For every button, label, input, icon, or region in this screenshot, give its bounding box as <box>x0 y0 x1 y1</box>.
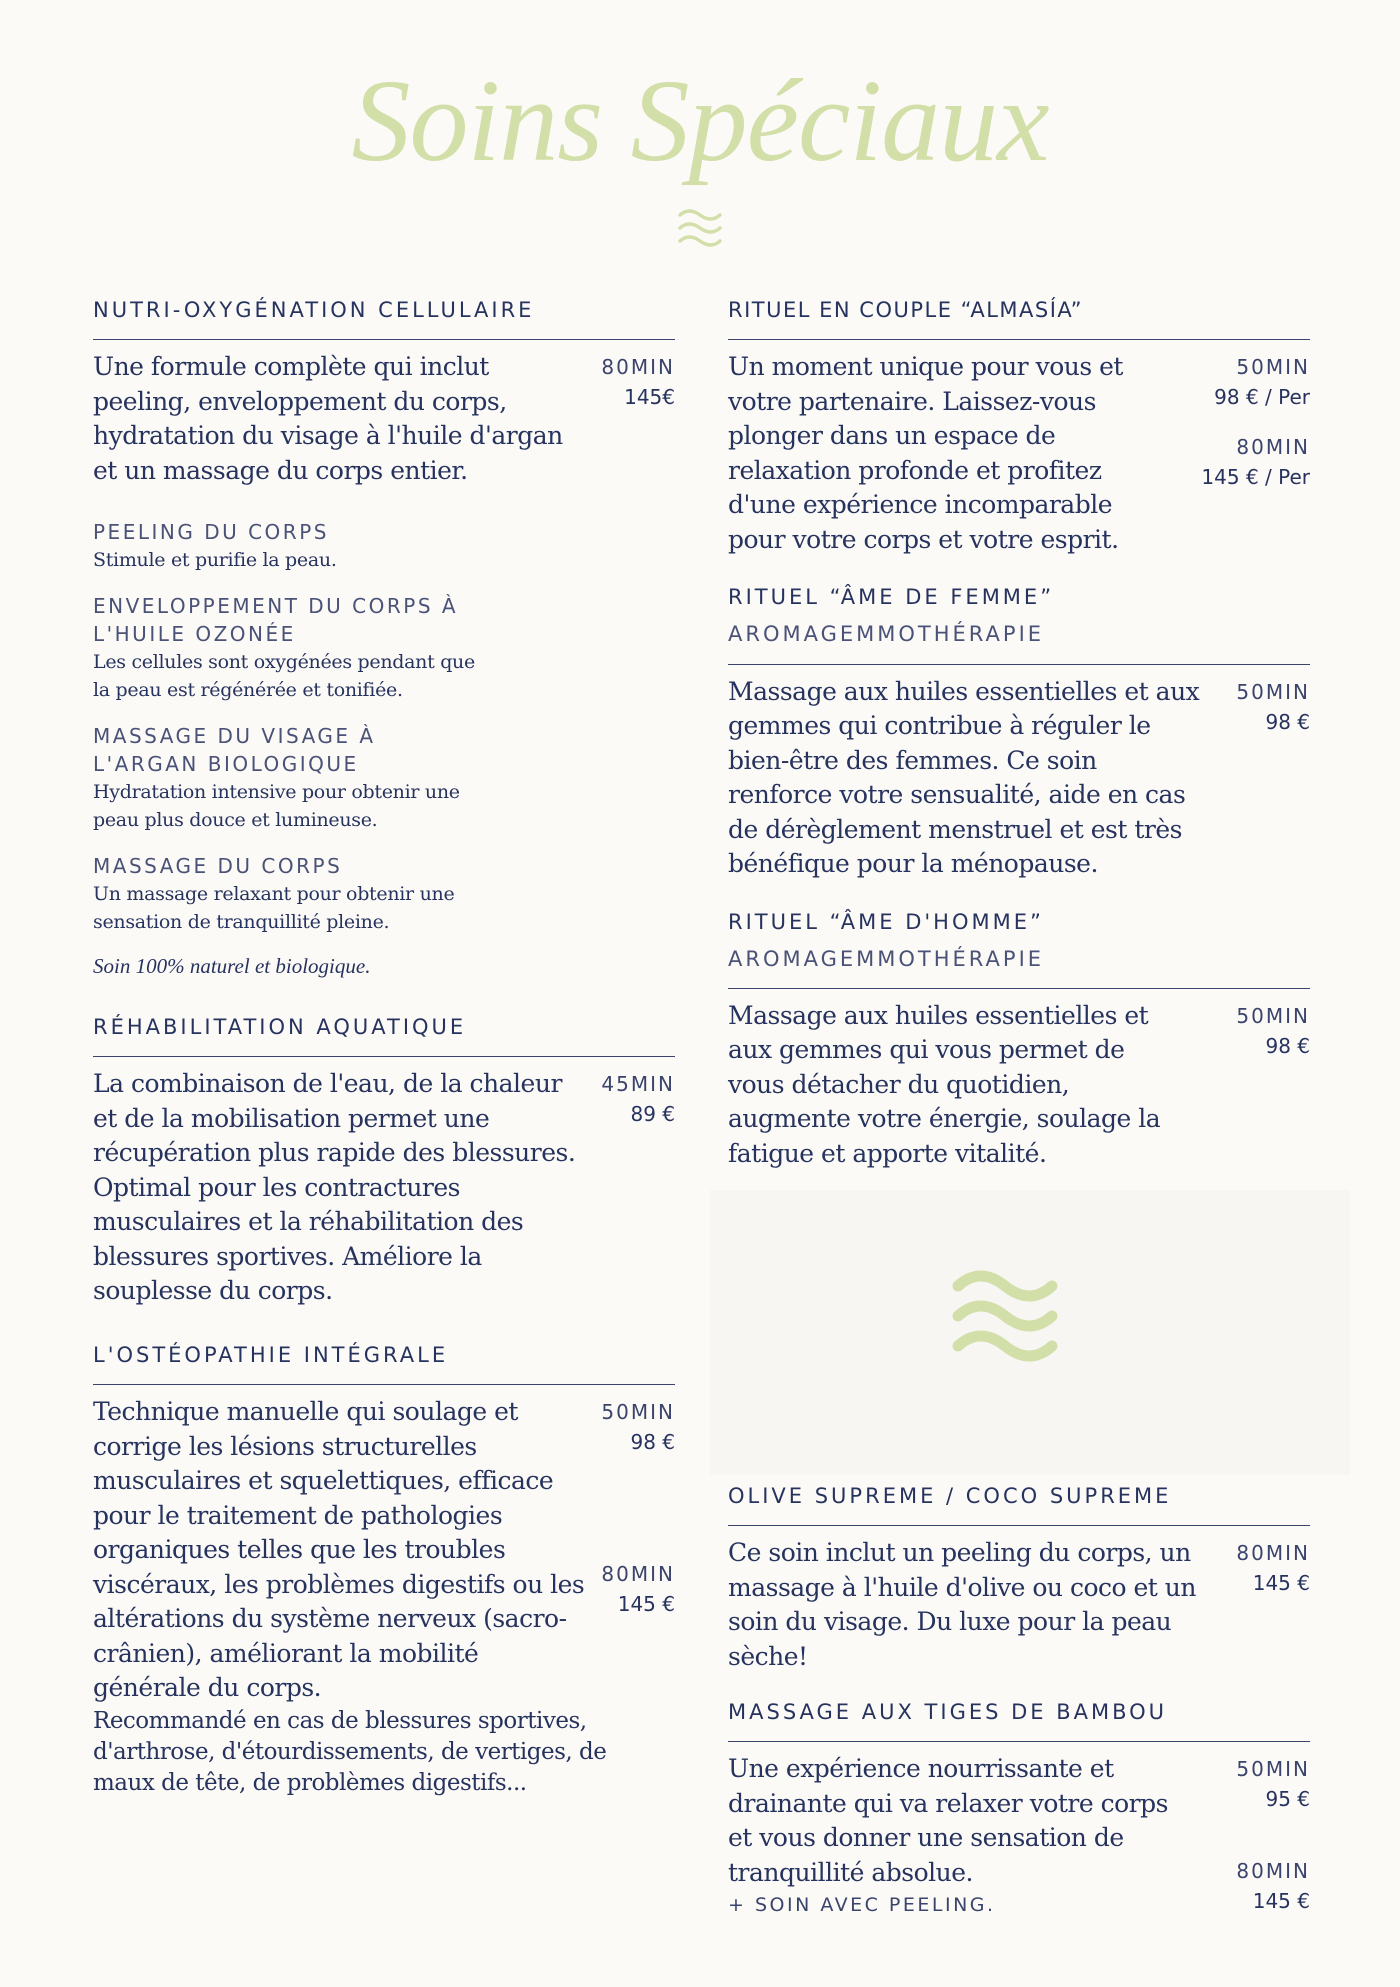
duration: 80MIN <box>1236 1859 1310 1884</box>
service-title: NUTRI-OXYGÉNATION CELLULAIRE <box>93 298 535 322</box>
service-nutri-oxygenation <box>93 298 675 979</box>
sub-treatments <box>93 518 513 979</box>
service-description: Ce soin inclut un peeling du corps, un massage à l'huile d'olive ou coco et un soin du visage. Du luxe pour la peau sèche! <box>728 1538 1196 1671</box>
addon-peeling: + SOIN AVEC PEELING. <box>728 1894 996 1917</box>
duration: 50MIN <box>1236 1757 1310 1782</box>
service-description: Technique manuelle qui soulage et corrige les lésions structurelles musculaires et squelettiques, efficace pour le traitement de pathologies organiques telles que les troubles viscéraux, les problèmes digestifs ou les altérations du système nerveux (sacro-crânien), améliorant la mobilité générale du corps. <box>93 1397 585 1703</box>
price: 95 € <box>1265 1787 1310 1812</box>
sub-treatment-title: MASSAGE DU VISAGE À L'ARGAN BIOLOGIQUE <box>93 724 376 777</box>
price: 145 € <box>617 1592 675 1617</box>
organic-note: Soin 100% naturel et biologique. <box>93 954 371 979</box>
service-title: RÉHABILITATION AQUATIQUE <box>93 1015 467 1040</box>
service-rituel-ame-d-homme <box>728 910 1310 1172</box>
sub-treatment-title: ENVELOPPEMENT DU CORPS À L'HUILE OZONÉE <box>93 594 459 647</box>
service-title: L'OSTÉOPATHIE INTÉGRALE <box>93 1342 449 1367</box>
duration: 50MIN <box>1236 1003 1310 1028</box>
service-rituel-ame-de-femme <box>728 585 1310 881</box>
price-block <box>601 350 675 412</box>
wave-icon <box>677 205 723 251</box>
service-description: Massage aux huiles essentielles et aux gemmes qui vous permet de vous détacher du quotidien, augmente votre énergie, soulage la fatigue et apporte vitalité. <box>728 1000 1161 1168</box>
divider <box>728 988 1310 989</box>
service-description: Une expérience nourrissante et drainante qui va relaxer votre corps et vous donner une sensation de tranquillité absolue. <box>728 1754 1168 1887</box>
price: 145 € <box>1252 1571 1310 1596</box>
service-olive-coco-supreme <box>728 1484 1310 1674</box>
service-description: Un moment unique pour vous et votre partenaire. Laissez-vous plonger dans un espace de relaxation profonde et profitez d'une expérience incomparable pour votre corps et votre esprit. <box>728 352 1123 554</box>
divider <box>93 1384 675 1385</box>
sub-treatment-description: Un massage relaxant pour obtenir une sensation de tranquillité pleine. <box>93 883 455 934</box>
sub-treatment-description: Les cellules sont oxygénées pendant que la peau est régénérée et tonifiée. <box>93 651 475 702</box>
service-description: Une formule complète qui inclut peeling, enveloppement du corps, hydratation du visage à l'huile d'argan et un massage du corps entier. <box>93 352 563 485</box>
duration: 45MIN <box>601 1072 675 1097</box>
service-subtitle: AROMAGEMMOTHÉRAPIE <box>728 946 1045 971</box>
duration: 80MIN <box>1236 435 1310 460</box>
sub-treatment-title: MASSAGE DU CORPS <box>93 854 343 879</box>
price: 98 € / Per <box>1214 385 1310 410</box>
service-osteopathie <box>93 1343 675 1799</box>
duration: 50MIN <box>601 1400 675 1425</box>
price: 98 € <box>630 1430 675 1455</box>
price-block <box>1236 999 1310 1061</box>
duration: 50MIN <box>1236 679 1310 704</box>
price: 89 € <box>630 1102 675 1127</box>
sub-treatment-description: Hydratation intensive pour obtenir une peau plus douce et lumineuse. <box>93 781 460 832</box>
service-title: MASSAGE AUX TIGES DE BAMBOU <box>728 1700 1168 1725</box>
duration: 50MIN <box>1236 355 1310 380</box>
price-block <box>601 1067 675 1129</box>
page-title: Soins Spéciaux <box>351 55 1049 186</box>
right-column-bottom <box>728 1484 1310 1916</box>
divider <box>93 1056 675 1057</box>
service-recommendation: Recommandé en cas de blessures sportives, d'arthrose, d'étourdissements, de vertiges, de maux de tête, de problèmes digestifs... <box>93 1707 607 1796</box>
service-title: RITUEL “ÂME DE FEMME” <box>728 585 1055 610</box>
price: 145 € / Per <box>1201 465 1310 490</box>
decorative-panel <box>710 1190 1350 1475</box>
price-block <box>1236 1752 1310 1916</box>
price: 145€ <box>624 385 675 410</box>
wave-icon <box>950 1260 1060 1370</box>
sub-treatment-title: PEELING DU CORPS <box>93 520 329 545</box>
divider <box>728 1525 1310 1526</box>
left-column <box>93 298 675 1799</box>
duration: 80MIN <box>1236 1541 1310 1566</box>
price-block <box>1201 350 1310 492</box>
service-description: La combinaison de l'eau, de la chaleur et de la mobilisation permet une récupération plus rapide des blessures. Optimal pour les contractures musculaires et la réhabilitation des blessures sportives. Améliore la souplesse du corps. <box>93 1069 576 1306</box>
divider <box>728 339 1310 340</box>
service-description: Massage aux huiles essentielles et aux gemmes qui contribue à réguler le bien-être des femmes. Ce soin renforce votre sensualité, aide en cas de dérèglement menstruel et est très bénéfique pour la ménopause. <box>728 676 1200 879</box>
service-title: RITUEL “ÂME D'HOMME” <box>728 909 1044 934</box>
service-title: OLIVE SUPREME / COCO SUPREME <box>728 1484 1172 1508</box>
service-subtitle: AROMAGEMMOTHÉRAPIE <box>728 622 1045 647</box>
service-massage-bambou <box>728 1700 1310 1916</box>
divider <box>93 339 675 340</box>
price: 145 € <box>1252 1889 1310 1914</box>
divider <box>728 1741 1310 1742</box>
price-block <box>1236 675 1310 737</box>
divider <box>728 664 1310 665</box>
service-title: RITUEL EN COUPLE “ALMASÍA” <box>728 298 1084 322</box>
price-block <box>595 1395 675 1619</box>
service-rehabilitation-aquatique <box>93 1015 675 1309</box>
service-rituel-couple <box>728 298 1310 557</box>
price-block <box>1236 1536 1310 1598</box>
price: 98 € <box>1265 709 1310 734</box>
right-column <box>728 298 1310 1171</box>
duration: 80MIN <box>601 355 675 380</box>
sub-treatment-description: Stimule et purifie la peau. <box>93 549 337 572</box>
price: 98 € <box>1265 1033 1310 1058</box>
duration: 80MIN <box>601 1562 675 1587</box>
